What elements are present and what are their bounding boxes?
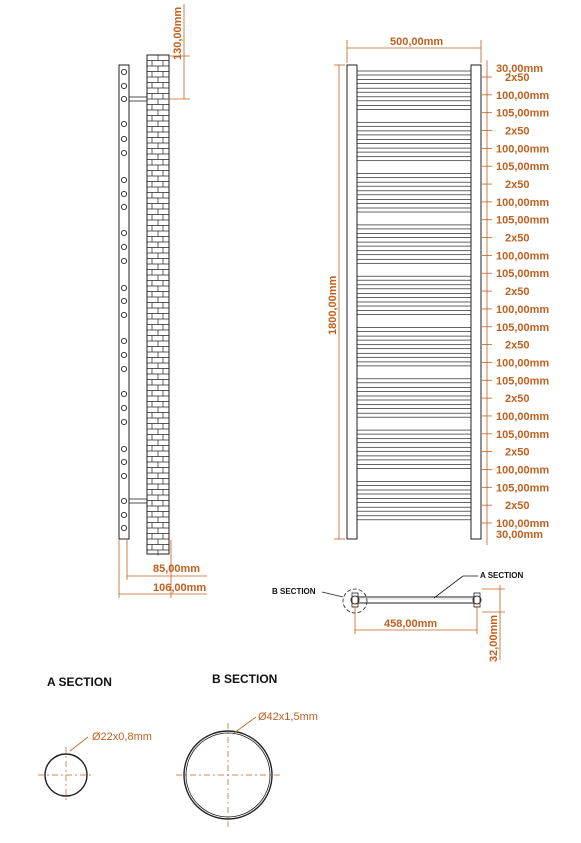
radiator-bar bbox=[357, 182, 471, 186]
radiator-bar bbox=[357, 259, 471, 263]
dim-depth-inner: 85,00mm bbox=[153, 563, 201, 575]
radiator-bar bbox=[357, 396, 471, 400]
rail-hole bbox=[121, 244, 126, 249]
rail-hole bbox=[121, 498, 126, 503]
radiator-bar bbox=[357, 456, 471, 460]
radiator-bar bbox=[357, 336, 471, 340]
top-view bbox=[272, 571, 523, 662]
radiator-bar bbox=[357, 465, 471, 469]
dim-pipe-spacing: 458,00mm bbox=[384, 618, 438, 630]
radiator-bar bbox=[357, 242, 471, 246]
rail-hole bbox=[121, 69, 126, 74]
radiator-bar bbox=[357, 131, 471, 135]
dim-top-gap: 30,00mm bbox=[496, 63, 544, 75]
a-section-callout: A SECTION bbox=[480, 571, 524, 580]
radiator-bar bbox=[357, 225, 471, 229]
radiator-bar bbox=[357, 199, 471, 203]
rail-hole bbox=[121, 230, 126, 235]
rail-holes bbox=[121, 69, 126, 530]
bracket-bottom bbox=[129, 499, 147, 503]
right-dimension-label: 105,00mm bbox=[496, 428, 550, 441]
right-dimension-label: 105,00mm bbox=[496, 482, 550, 495]
radiator-bar bbox=[357, 251, 471, 255]
right-dimension-label: 105,00mm bbox=[496, 214, 550, 227]
rail-hole bbox=[121, 352, 126, 357]
dim-height: 1800,00mm bbox=[327, 275, 339, 335]
section-a-title: A SECTION bbox=[47, 675, 112, 689]
right-dimension-label: 2x50 bbox=[505, 446, 530, 459]
rail-hole bbox=[121, 83, 126, 88]
radiator-bar bbox=[357, 157, 471, 161]
section-a-diameter: Ø22x0,8mm bbox=[92, 731, 152, 743]
dim-depth-outer: 106,00mm bbox=[153, 582, 207, 594]
left-collector bbox=[347, 65, 357, 539]
radiator-bar bbox=[357, 311, 471, 315]
right-collector bbox=[471, 65, 481, 539]
rail-hole bbox=[121, 258, 126, 263]
rail-hole bbox=[121, 177, 126, 182]
right-dimension-label: 100,00mm bbox=[496, 357, 550, 370]
radiator-bar bbox=[357, 430, 471, 434]
front-view bbox=[327, 36, 549, 545]
rail-hole bbox=[121, 366, 126, 371]
right-dimension-label: 2x50 bbox=[505, 393, 530, 406]
radiator-bar bbox=[357, 97, 471, 101]
radiator-bar bbox=[357, 379, 471, 383]
right-dimension-label: 105,00mm bbox=[496, 268, 550, 281]
right-dimension-label: 100,00mm bbox=[496, 410, 550, 423]
rail-hole bbox=[121, 96, 126, 101]
radiator-bar bbox=[357, 105, 471, 109]
radiator-bar bbox=[357, 516, 471, 520]
right-dimension-label: 2x50 bbox=[505, 286, 530, 299]
bracket-top bbox=[129, 97, 147, 101]
b-section-callout: B SECTION bbox=[272, 587, 316, 596]
right-dimension-label: 100,00mm bbox=[496, 303, 550, 316]
right-dimension-label: 100,00mm bbox=[496, 518, 550, 530]
brick-wall bbox=[147, 55, 169, 556]
radiator-bar bbox=[357, 499, 471, 503]
radiator-bar bbox=[357, 302, 471, 306]
radiator-bar bbox=[357, 208, 471, 212]
radiator-bar bbox=[357, 362, 471, 366]
right-dimension-label: 100,00mm bbox=[496, 89, 550, 102]
rail-hole bbox=[121, 473, 126, 478]
rail-hole bbox=[121, 338, 126, 343]
radiator-bar bbox=[357, 174, 471, 178]
rail-hole bbox=[121, 121, 126, 126]
radiator-bar bbox=[357, 507, 471, 511]
horizontal-bars bbox=[357, 71, 471, 520]
radiator-bar bbox=[357, 140, 471, 144]
rail-hole bbox=[121, 405, 126, 410]
radiator-bar bbox=[357, 88, 471, 92]
rail-hole bbox=[121, 285, 126, 290]
right-dimension-label: 100,00mm bbox=[496, 464, 550, 477]
radiator-bar bbox=[357, 439, 471, 443]
radiator-bar bbox=[357, 405, 471, 409]
radiator-bar bbox=[357, 276, 471, 280]
right-dimension-label: 105,00mm bbox=[496, 161, 550, 174]
rail-hole bbox=[121, 298, 126, 303]
right-dimension-labels bbox=[496, 72, 549, 530]
right-dimension-label: 2x50 bbox=[505, 232, 530, 245]
radiator-bar bbox=[357, 328, 471, 332]
radiator-bar bbox=[357, 447, 471, 451]
radiator-bar bbox=[357, 293, 471, 297]
right-dimension-label: 105,00mm bbox=[496, 375, 550, 388]
radiator-bar bbox=[357, 353, 471, 357]
radiator-bar bbox=[357, 413, 471, 417]
rail-hole bbox=[121, 391, 126, 396]
rail-hole bbox=[121, 312, 126, 317]
rail-hole bbox=[121, 446, 126, 451]
right-dimension-label: 2x50 bbox=[505, 500, 530, 513]
rail-hole bbox=[121, 204, 126, 209]
right-dimension-label: 2x50 bbox=[505, 339, 530, 352]
right-dimension-label: 100,00mm bbox=[496, 143, 550, 156]
radiator-bar bbox=[357, 71, 471, 75]
section-b-diameter: Ø42x1,5mm bbox=[258, 711, 318, 723]
rail-hole bbox=[121, 150, 126, 155]
radiator-bar bbox=[357, 345, 471, 349]
radiator-bar bbox=[357, 481, 471, 485]
radiator-bar bbox=[357, 387, 471, 391]
dim-bottom-gap: 30,00mm bbox=[496, 529, 544, 541]
right-dimension-label: 105,00mm bbox=[496, 321, 550, 334]
radiator-bar bbox=[357, 80, 471, 84]
rail-hole bbox=[121, 512, 126, 517]
radiator-bar bbox=[357, 234, 471, 238]
right-dimension-label: 100,00mm bbox=[496, 196, 550, 209]
radiator-bar bbox=[357, 122, 471, 126]
radiator-bar bbox=[357, 148, 471, 152]
side-view bbox=[119, 4, 207, 598]
rail-hole bbox=[121, 525, 126, 530]
right-dimension-label: 2x50 bbox=[505, 125, 530, 138]
rail-hole bbox=[121, 419, 126, 424]
right-dimension-label: 100,00mm bbox=[496, 250, 550, 263]
section-a bbox=[38, 675, 152, 803]
right-dimension-label: 2x50 bbox=[505, 72, 530, 84]
dim-width: 500,00mm bbox=[390, 36, 444, 48]
rail-hole bbox=[121, 459, 126, 464]
dim-top-offset: 130,00mm bbox=[172, 6, 184, 60]
section-b-title: B SECTION bbox=[212, 672, 278, 686]
dim-depth: 32,00mm bbox=[488, 614, 500, 662]
section-b bbox=[176, 672, 318, 827]
right-dimension-label: 2x50 bbox=[505, 179, 530, 192]
right-dimension-label: 105,00mm bbox=[496, 107, 550, 120]
radiator-bar bbox=[357, 490, 471, 494]
radiator-bar bbox=[357, 191, 471, 195]
rail-hole bbox=[121, 191, 126, 196]
radiator-bar bbox=[357, 285, 471, 289]
rail-hole bbox=[121, 136, 126, 141]
